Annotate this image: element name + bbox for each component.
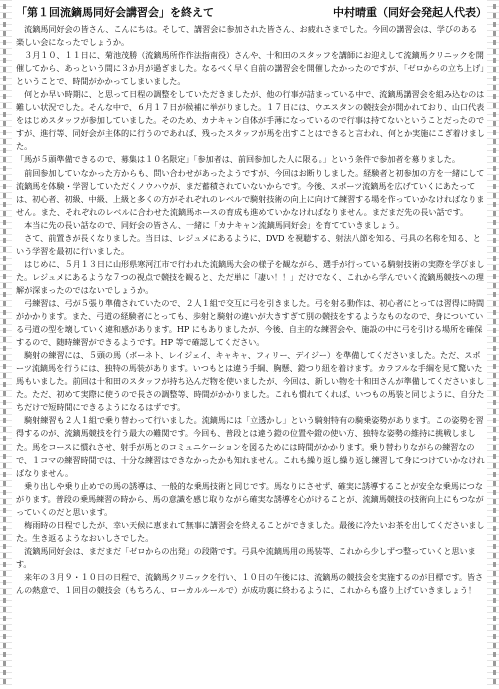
paragraph-together: 本当に先の長い話なので、同好会の皆さん、一緒に「カナキャン流鏑馬同好会」を育てていきましょう。 [24, 219, 404, 230]
left-ornament [0, 0, 12, 689]
left-dashed-border [3, 4, 6, 685]
document-body [16, 23, 485, 683]
paragraph-greeting: 流鏑馬同好会の皆さん、こんにちは。そして、講習会に参加された皆さん、お疲れさまでした。今回の講習会は、学びのある楽しい会になったでしょうか。 [16, 24, 478, 48]
paragraph-horses: 騎射の練習には、５頭の馬（ボーネト、レイジェイ、キャキャ、フィリー、デイジー）を準備してくださいました。ただ、スポーツ流鏑馬を行うには、独特の馬装があります。いつもとは違う手綱、胸懸、鐙つり紐を着けます。カラフルな手綱を見て驚いた馬もいました。前回は十和田のスタッフが持ち込んだ物を使いましたが、今回は、新しい物を十和田さんが準備してくださいました。ただ、初めて実際に使うので長さの調整等、時間がかかりました。これも慣れてくれば、いつもの馬装と同じように、自分たちだけで短時間にできるようになるはずです。 [16, 350, 485, 413]
paragraph-bow-practice: 弓練習は、弓が５張り準備されていたので、２人１組で交互に弓を引きました。弓を射る動作は、初心者にとっては習得に時間がかかります。また、弓道の経験者にとっても、歩射と騎射の違いが大きすぎて別の競技をするようなものなので、身についている弓道の型を壊していく違和感があります。HP にもありましたが、今後、自主的な練習会や、施設の中に弓を引ける場所を確保するので、随時練習ができるようです。HP 等で確認してください。 [16, 297, 485, 348]
paragraph-dvd: はじめに、５月１３日に山形県寒河江市で行われた流鏑馬大会の様子を観ながら、選手が行っている騎射技術の実際を学びました。レジュメにあるような７つの視点で競技を観ると、ただ単に「凄い！！」だけでなく、これから学んでいく流鏑馬競技への理解が深まったのではないでしょうか。 [16, 258, 485, 295]
right-dashed-border [493, 4, 496, 685]
document-author: 中村晴重（同好会発起人代表） [333, 6, 487, 19]
paragraph-agenda: さて、前置きが長くなりました。当日は、レジュメにあるように、DVD を視聴する、射法八節を知る、弓具の名称を知る、という学習を最初に行いました。 [16, 232, 481, 256]
paragraph-conditions: 「馬が５頭準備できるので、募集は１０名限定」「参加者は、前回参加した人に限る。」という条件で参加者を募りました。 [16, 154, 460, 165]
document-header [16, 4, 487, 20]
paragraph-weather: 梅雨時の日程でしたが、幸い天候に恵まれて無事に講習会を終えることができました。最後に冷たいお茶を出してくださいました。生き返るようなおいしさでした。 [16, 519, 485, 543]
paragraph-next-year: 来年の３月９・１０日の日程で、流鏑馬クリニックを行い、１０日の午後には、流鏑馬の競技会を実施するのが目標です。皆さんの熱意で、１回目の競技会（もちろん、ローカルルールで）が成功裏に終わるように、これからも盛り上げていきましょう！ [16, 571, 484, 596]
paragraph-starting: 流鏑馬同好会は、まだまだ「ゼロからの出発」の段階です。弓具や流鏑馬用の馬装等、これから少しずつ整っていくと思います。 [16, 545, 476, 569]
paragraph-riding-practice: 騎射練習も２人１組で乗り替わって行いました。流鏑馬には「立透かし」という騎射特有の騎乗姿勢があります。この姿勢を習得するのが、流鏑馬競技を行う最大の難関です。今回も、普段とは違う鐙の位置や鐙の使い方、独特な姿勢の維持に挑戦しました。馬をコースに慣れさせ、射手が馬とのコミュニケーションを図るためには時間がかかります。乗り替わりながらの練習なので、１コマの練習時間では、十分な練習はできなかったかも知れません。これも繰り返し繰り返し練習して身につけていかなければなりません。 [16, 415, 485, 478]
document-title: 「第１回流鏑馬同好会講習会」を終えて [16, 6, 214, 19]
paragraph-levels: 前回参加していなかった方からも、問い合わせがあったようですが、今回はお断りしました。経験者と初参加の方を一緒にして流鏑馬を体験・学習していただくノウハウが、まだ蓄積されていないからです。今後、スポーツ流鏑馬を広げていくにあたっては、初心者、初級、中級、上級と多くの方がそれぞれのレベルで騎射技術の向上に向けて練習する場を作っていかなければなりません。また、それぞれのレベルに合わせた流鏑馬ホースの育成も進めていかなければなりません。まだまだ先の長い話です。 [16, 167, 485, 217]
paragraph-guidance: 乗り出しや乗り止めでの馬の誘導は、一般的な乗馬技術と同じです。馬なりにさせず、確実に誘導することが安全な乗馬につながります。普段の乗馬練習の時から、馬の意識を感じ取りながら確実な誘導を心がけることが、流鏑馬競技の技術向上にもつながっていくのだと思います。 [16, 480, 484, 517]
paragraph-schedule: 何とか早い時期に、と思って日程の調整をしていただきましたが、他の行事が詰まっている中で、流鏑馬講習会を組み込むのは難しい状況でした。そんな中で、６月１７日が候補に挙がりました。１７日には、ウエスタンの競技会が開かれており、山口代表をはじめスタッフが参加していました。そのため、カナキャン自体が手薄になっているので行事は持てないということだったのですが、進行等、同好会が主体的に行うのであれば、残ったスタッフが馬を出すことはできると言われ、何とか実施にこぎ着けました。 [16, 89, 485, 152]
paragraph-clinic: ３月１０、１１日に、菊池茂勝（流鏑馬所作作法指南役）さんや、十和田のスタッフを講師にお迎えして流鏑馬クリニックを開催してから、あっという間に３か月が過ぎました。なるべく早く自前の講習会を開催したかったのですが、「ゼロからの立ち上げ」ということで、時間がかかってしまいました。 [16, 50, 485, 87]
